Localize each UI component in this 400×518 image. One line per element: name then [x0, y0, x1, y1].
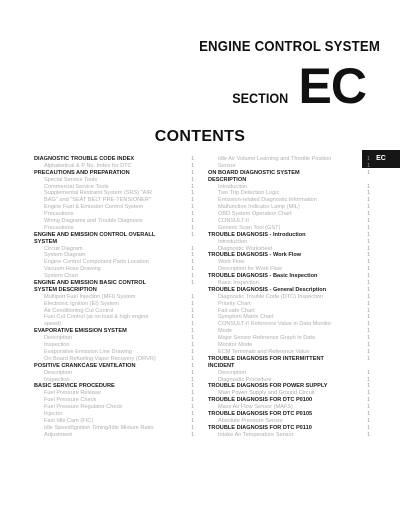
- toc-page-number: 1: [367, 342, 370, 349]
- toc-entry[interactable]: [208, 349, 370, 356]
- toc-entry[interactable]: [208, 259, 370, 266]
- toc-heading-entry[interactable]: [208, 425, 370, 432]
- toc-entry-title: Commercial Service Tools: [44, 183, 109, 190]
- toc-entry[interactable]: [34, 197, 194, 204]
- toc-page-number: 1: [191, 376, 194, 383]
- toc-entry-title: Wiring Diagrams and Trouble Diagnosis: [44, 218, 143, 225]
- toc-heading-entry[interactable]: [208, 177, 370, 184]
- toc-entry[interactable]: [208, 314, 370, 321]
- section-code: EC: [298, 58, 366, 114]
- toc-entry-title: ENGINE AND EMISSION BASIC CONTROL: [34, 280, 146, 287]
- toc-entry[interactable]: [208, 294, 370, 301]
- toc-page-number: 1: [191, 383, 194, 390]
- toc-entry[interactable]: [34, 177, 194, 184]
- section-index-tab[interactable]: EC: [362, 150, 400, 168]
- toc-page-number: 1: [367, 259, 370, 266]
- toc-page-number: 1: [191, 204, 194, 211]
- toc-entry-title: Inspection: [44, 376, 70, 383]
- toc-entry-title: Symptom Matrix Chart: [218, 314, 274, 321]
- toc-entry[interactable]: [208, 377, 370, 384]
- toc-page-number: 1: [367, 369, 370, 376]
- toc-entry-title: TROUBLE DIAGNOSIS FOR INTERMITTENT: [208, 355, 324, 362]
- toc-entry[interactable]: [34, 335, 194, 342]
- toc-entry[interactable]: [34, 294, 194, 301]
- toc-entry[interactable]: [34, 349, 194, 356]
- toc-entry[interactable]: [208, 211, 370, 218]
- toc-entry-title: ON BOARD DIAGNOSTIC SYSTEM: [208, 169, 300, 176]
- toc-page-number: 1: [367, 286, 370, 293]
- toc-heading-entry[interactable]: [34, 170, 194, 177]
- toc-entry[interactable]: [208, 370, 370, 377]
- toc-page-number: 1: [191, 176, 194, 183]
- toc-heading-entry[interactable]: [208, 356, 370, 363]
- toc-entry[interactable]: [208, 218, 370, 225]
- toc-entry[interactable]: [34, 342, 194, 349]
- toc-entry-title: EVAPORATIVE EMISSION SYSTEM: [34, 328, 127, 335]
- toc-heading-entry[interactable]: [208, 252, 370, 259]
- toc-entry-title: BAG" and "SEAT BELT PRE-TENSIONER": [44, 197, 151, 204]
- toc-entry-title: INCIDENT: [208, 362, 235, 369]
- toc-entry-title: Work Flow: [218, 259, 245, 266]
- toc-entry[interactable]: [208, 197, 370, 204]
- toc-page-number: 1: [367, 383, 370, 390]
- toc-page-number: 1: [367, 376, 370, 383]
- toc-entry-title: Diagnostic Trouble Code (DTC) Inspection: [218, 293, 324, 300]
- toc-entry-title: Fail-safe Chart: [218, 307, 255, 314]
- toc-entry-title: CONSULT-II Reference Value in Data Monitor: [218, 321, 332, 328]
- toc-entry-title: TROUBLE DIAGNOSIS - General Description: [208, 286, 327, 293]
- toc-entry-title: Inspection: [44, 342, 70, 349]
- toc-entry[interactable]: [34, 246, 194, 253]
- toc-entry-title: TROUBLE DIAGNOSIS - Work Flow: [208, 252, 302, 259]
- toc-entry[interactable]: [34, 225, 194, 232]
- toc-heading-entry[interactable]: [208, 411, 370, 418]
- toc-page-number: 1: [191, 162, 194, 169]
- toc-page-number: 1: [191, 424, 194, 431]
- toc-entry[interactable]: [34, 259, 194, 266]
- toc-entry-title: Alphabetical & P No. Index for DTC: [44, 162, 132, 169]
- toc-page-number: 1: [367, 410, 370, 417]
- toc-entry-title: DIAGNOSTIC TROUBLE CODE INDEX: [34, 156, 135, 162]
- toc-heading-entry[interactable]: [208, 287, 370, 294]
- toc-heading-entry[interactable]: [34, 287, 194, 294]
- toc-page-number: 1: [191, 369, 194, 376]
- toc-entry[interactable]: [34, 204, 194, 211]
- toc-left-column: [34, 156, 194, 439]
- toc-page-number: 1: [191, 431, 194, 438]
- toc-entry[interactable]: [208, 266, 370, 273]
- toc-heading-entry[interactable]: [34, 363, 194, 370]
- toc-heading-entry[interactable]: [208, 397, 370, 404]
- toc-page-number: 1: [191, 390, 194, 397]
- toc-page-number: 1: [191, 280, 194, 287]
- toc-entry[interactable]: [208, 163, 370, 170]
- toc-page-number: 1: [367, 211, 370, 218]
- toc-entry-title: Idle Air Volume Learning and Throttle Position: [218, 156, 332, 162]
- toc-entry-title: On Board Refueling Vapor Recovery (ORVR): [44, 355, 156, 362]
- toc-page-number: 1: [191, 252, 194, 259]
- toc-entry-title: PRECAUTIONS AND PREPARATION: [34, 169, 130, 176]
- toc-page-number: 1: [367, 328, 370, 335]
- toc-entry-title: Electronic Ignition (EI) System: [44, 300, 119, 307]
- toc-heading-entry[interactable]: [208, 273, 370, 280]
- toc-page-number: 1: [367, 183, 370, 190]
- toc-page-number: 1: [191, 335, 194, 342]
- toc-entry[interactable]: [208, 308, 370, 315]
- toc-entry-title: Monitor Mode: [218, 342, 253, 349]
- toc-entry-title: Major Sensor Reference Graph in Data: [218, 335, 316, 342]
- toc-page-number: 1: [191, 266, 194, 273]
- toc-page-number: 1: [367, 218, 370, 225]
- toc-heading-entry[interactable]: [34, 239, 194, 246]
- toc-page-number: 1: [191, 224, 194, 231]
- toc-heading-entry[interactable]: [208, 383, 370, 390]
- toc-page-number: 1: [191, 404, 194, 411]
- toc-entry-title: Malfunction Indicator Lamp (MIL): [218, 204, 300, 211]
- toc-entry[interactable]: [34, 314, 194, 321]
- toc-heading-entry[interactable]: [208, 170, 370, 177]
- toc-entry-title: Engine Control Component Parts Location: [44, 259, 149, 266]
- toc-entry[interactable]: [208, 204, 370, 211]
- toc-entry-title: Two Trip Detection Logic: [218, 190, 280, 197]
- toc-entry-title: Precautions: [44, 211, 74, 218]
- toc-entry-title: SYSTEM: [34, 238, 58, 245]
- toc-page-number: 1: [367, 273, 370, 280]
- toc-entry-title: Main Power Supply and Ground Circuit: [218, 390, 315, 397]
- toc-right-column: [208, 156, 370, 439]
- toc-page-number: 1: [367, 335, 370, 342]
- toc-entry-title: Fast Idle Cam (FIC): [44, 417, 94, 424]
- toc-page-number: 1: [191, 259, 194, 266]
- toc-entry[interactable]: [208, 239, 370, 246]
- toc-entry-title: Fuel Pressure Release: [44, 390, 101, 397]
- toc-entry[interactable]: [34, 301, 194, 308]
- toc-entry-title: Introduction: [218, 238, 248, 245]
- toc-page-number: 1: [367, 431, 370, 438]
- toc-entry-title: speed): [44, 321, 62, 328]
- toc-entry-title: POSITIVE CRANKCASE VENTILATION: [34, 362, 136, 369]
- toc-page-number: 1: [367, 190, 370, 197]
- toc-entry[interactable]: [208, 301, 370, 308]
- toc-entry-title: OBD System Operation Chart: [218, 211, 292, 218]
- toc-page-number: 1: [367, 266, 370, 273]
- toc-entry[interactable]: [34, 432, 194, 439]
- toc-entry-title: Injector: [44, 410, 63, 417]
- toc-entry-title: Precautions: [44, 224, 74, 231]
- toc-entry[interactable]: [34, 356, 194, 363]
- toc-entry-title: Idle Speed/Ignition Timing/Idle Mixture Ratio: [44, 424, 154, 431]
- toc-entry[interactable]: [34, 411, 194, 418]
- toc-heading-entry[interactable]: [34, 383, 194, 390]
- toc-entry-title: ENGINE AND EMISSION CONTROL OVERALL: [34, 231, 156, 238]
- toc-entry[interactable]: [34, 211, 194, 218]
- toc-entry-title: Intake Air Temperature Sensor: [218, 431, 294, 438]
- toc-entry[interactable]: [208, 246, 370, 253]
- section-label: SECTION: [231, 90, 288, 106]
- toc-entry-title: Adjustment: [44, 431, 72, 438]
- toc-entry-title: BASIC SERVICE PROCEDURE: [34, 383, 115, 390]
- toc-page-number: 1: [367, 197, 370, 204]
- system-title: ENGINE CONTROL SYSTEM: [199, 38, 380, 55]
- toc-entry-title: System Diagram: [44, 252, 86, 259]
- toc-entry-title: Priority Chart: [218, 300, 251, 307]
- toc-page-number: 1: [367, 280, 370, 287]
- toc-heading-entry[interactable]: [34, 280, 194, 287]
- toc-page-number: 1: [367, 424, 370, 431]
- toc-page-number: 1: [367, 397, 370, 404]
- toc-entry-title: Introduction: [218, 183, 248, 190]
- toc-page-number: 1: [191, 321, 194, 328]
- toc-page-number: 1: [191, 314, 194, 321]
- toc-entry[interactable]: [34, 308, 194, 315]
- toc-entry[interactable]: [34, 163, 194, 170]
- toc-entry[interactable]: [34, 184, 194, 191]
- toc-entry[interactable]: [208, 156, 370, 163]
- toc-page-number: 1: [191, 293, 194, 300]
- toc-entry-title: TROUBLE DIAGNOSIS - Basic Inspection: [208, 273, 318, 280]
- toc-page-number: 1: [191, 183, 194, 190]
- toc-heading-entry[interactable]: [208, 363, 370, 370]
- toc-page-number: 1: [191, 397, 194, 404]
- toc-entry[interactable]: [208, 190, 370, 197]
- toc-entry-title: System Chart: [44, 273, 78, 280]
- toc-page-number: 1: [191, 328, 194, 335]
- toc-entry-title: SYSTEM DESCRIPTION: [34, 286, 97, 293]
- toc-entry-title: TROUBLE DIAGNOSIS FOR DTC P0105: [208, 410, 313, 417]
- toc-entry-title: Fuel Cut Control (at no load & high engine: [44, 314, 149, 321]
- toc-page-number: 1: [367, 417, 370, 424]
- toc-page-number: 1: [367, 390, 370, 397]
- toc-page-number: 1: [367, 162, 370, 169]
- toc-entry[interactable]: [34, 397, 194, 404]
- toc-heading-entry[interactable]: [34, 156, 194, 163]
- toc-entry-title: Multiport Fuel Injection (MFI) System: [44, 293, 136, 300]
- toc-page-number: 1: [191, 355, 194, 362]
- toc-entry[interactable]: [34, 390, 194, 397]
- toc-entry[interactable]: [208, 432, 370, 439]
- toc-entry[interactable]: [34, 273, 194, 280]
- toc-entry[interactable]: [34, 377, 194, 384]
- toc-entry-title: Mass Air Flow Sensor (MAFS): [218, 404, 293, 411]
- toc-heading-entry[interactable]: [34, 328, 194, 335]
- toc-entry-title: Engine Fuel & Emission Control System: [44, 204, 144, 211]
- toc-page-number: 1: [367, 314, 370, 321]
- toc-entry[interactable]: [208, 404, 370, 411]
- toc-entry-title: Basic Inspection: [218, 280, 259, 287]
- toc-page-number: 1: [191, 300, 194, 307]
- toc-entry-title: Generic Scan Tool (GST): [218, 224, 281, 231]
- toc-entry[interactable]: [34, 370, 194, 377]
- toc-entry-title: Fuel Pressure Regulator Check: [44, 404, 123, 411]
- toc-entry-title: TROUBLE DIAGNOSIS FOR POWER SUPPLY: [208, 383, 328, 390]
- toc-entry[interactable]: [34, 252, 194, 259]
- toc-page-number: 1: [191, 218, 194, 225]
- toc-entry[interactable]: [34, 321, 194, 328]
- toc-entry[interactable]: [34, 425, 194, 432]
- toc-entry[interactable]: [208, 335, 370, 342]
- toc-entry-title: Absolute Pressure Sensor: [218, 417, 283, 424]
- toc-entry-title: Mode: [218, 328, 232, 335]
- toc-entry-title: Description: [218, 369, 246, 376]
- toc-entry-title: Diagnostic Worksheet: [218, 245, 273, 252]
- toc-page-number: 1: [367, 293, 370, 300]
- toc-page-number: 1: [191, 273, 194, 280]
- toc-page-number: 1: [367, 307, 370, 314]
- toc-entry-title: ECM Terminals and Reference Value: [218, 348, 310, 355]
- toc-page-number: 1: [191, 156, 194, 162]
- toc-page-number: 1: [191, 197, 194, 204]
- toc-entry-title: Air Conditioning Cut Control: [44, 307, 114, 314]
- toc-entry-title: Diagnostic Procedure: [218, 376, 272, 383]
- toc-entry[interactable]: [208, 390, 370, 397]
- toc-entry-title: Vacuum Hose Drawing: [44, 266, 101, 273]
- toc-page-number: 1: [367, 404, 370, 411]
- toc-entry-title: Description: [44, 369, 72, 376]
- toc-entry-title: Fuel Pressure Check: [44, 397, 97, 404]
- toc-entry-title: Emission-related Diagnostic Information: [218, 197, 317, 204]
- toc-page-number: 1: [367, 300, 370, 307]
- toc-page-number: 1: [367, 348, 370, 355]
- toc-page-number: 1: [191, 231, 194, 238]
- toc-page-number: 1: [191, 190, 194, 197]
- toc-entry-title: Evaporative Emission Line Drawing: [44, 348, 132, 355]
- toc-entry[interactable]: [34, 418, 194, 425]
- toc-page-number: 1: [367, 245, 370, 252]
- toc-page-number: 1: [367, 321, 370, 328]
- toc-entry[interactable]: [208, 342, 370, 349]
- toc-page-number: 1: [367, 224, 370, 231]
- toc-entry-title: TROUBLE DIAGNOSIS FOR DTC P0100: [208, 397, 313, 404]
- toc-entry-title: CONSULT-II: [218, 218, 249, 225]
- toc-entry-title: Description: [44, 335, 72, 342]
- toc-page-number: 1: [191, 245, 194, 252]
- toc-entry[interactable]: [208, 280, 370, 287]
- toc-entry-title: TROUBLE DIAGNOSIS FOR DTC P0110: [208, 424, 312, 431]
- toc-page-number: 1: [191, 417, 194, 424]
- toc-entry[interactable]: [34, 218, 194, 225]
- toc-entry-title: DESCRIPTION: [208, 176, 247, 183]
- toc-entry[interactable]: [208, 328, 370, 335]
- toc-page-number: 1: [367, 238, 370, 245]
- toc-entry[interactable]: [34, 190, 194, 197]
- toc-page-number: 1: [367, 231, 370, 238]
- toc-page-number: 1: [191, 307, 194, 314]
- toc-page-number: 1: [191, 410, 194, 417]
- toc-heading-entry[interactable]: [34, 232, 194, 239]
- toc-page-number: 1: [191, 169, 194, 176]
- toc-page-number: 1: [367, 169, 370, 176]
- toc-entry-title: TROUBLE DIAGNOSIS - Introduction: [208, 231, 306, 238]
- toc-entry[interactable]: [34, 404, 194, 411]
- toc-entry-title: Sensor: [218, 162, 236, 169]
- toc-page-number: 1: [367, 252, 370, 259]
- toc-page-number: 1: [367, 355, 370, 362]
- toc-page-number: 1: [191, 211, 194, 218]
- toc-entry[interactable]: [208, 418, 370, 425]
- toc-page-number: 1: [191, 362, 194, 369]
- toc-entry[interactable]: [34, 266, 194, 273]
- toc-entry-title: Circuit Diagram: [44, 245, 83, 252]
- toc-page-number: 1: [367, 156, 370, 162]
- toc-heading-entry[interactable]: [208, 232, 370, 239]
- toc-entry-title: Supplemental Restraint System (SRS) "AIR: [44, 190, 152, 197]
- toc-entry[interactable]: [208, 321, 370, 328]
- toc-page-number: 1: [367, 204, 370, 211]
- contents-heading: CONTENTS: [154, 128, 246, 145]
- toc-entry[interactable]: [208, 184, 370, 191]
- toc-entry-title: Description for Work Flow: [218, 266, 282, 273]
- toc-entry-title: Special Service Tools: [44, 176, 98, 183]
- toc-page-number: 1: [191, 348, 194, 355]
- toc-entry[interactable]: [208, 225, 370, 232]
- toc-page-number: 1: [191, 342, 194, 349]
